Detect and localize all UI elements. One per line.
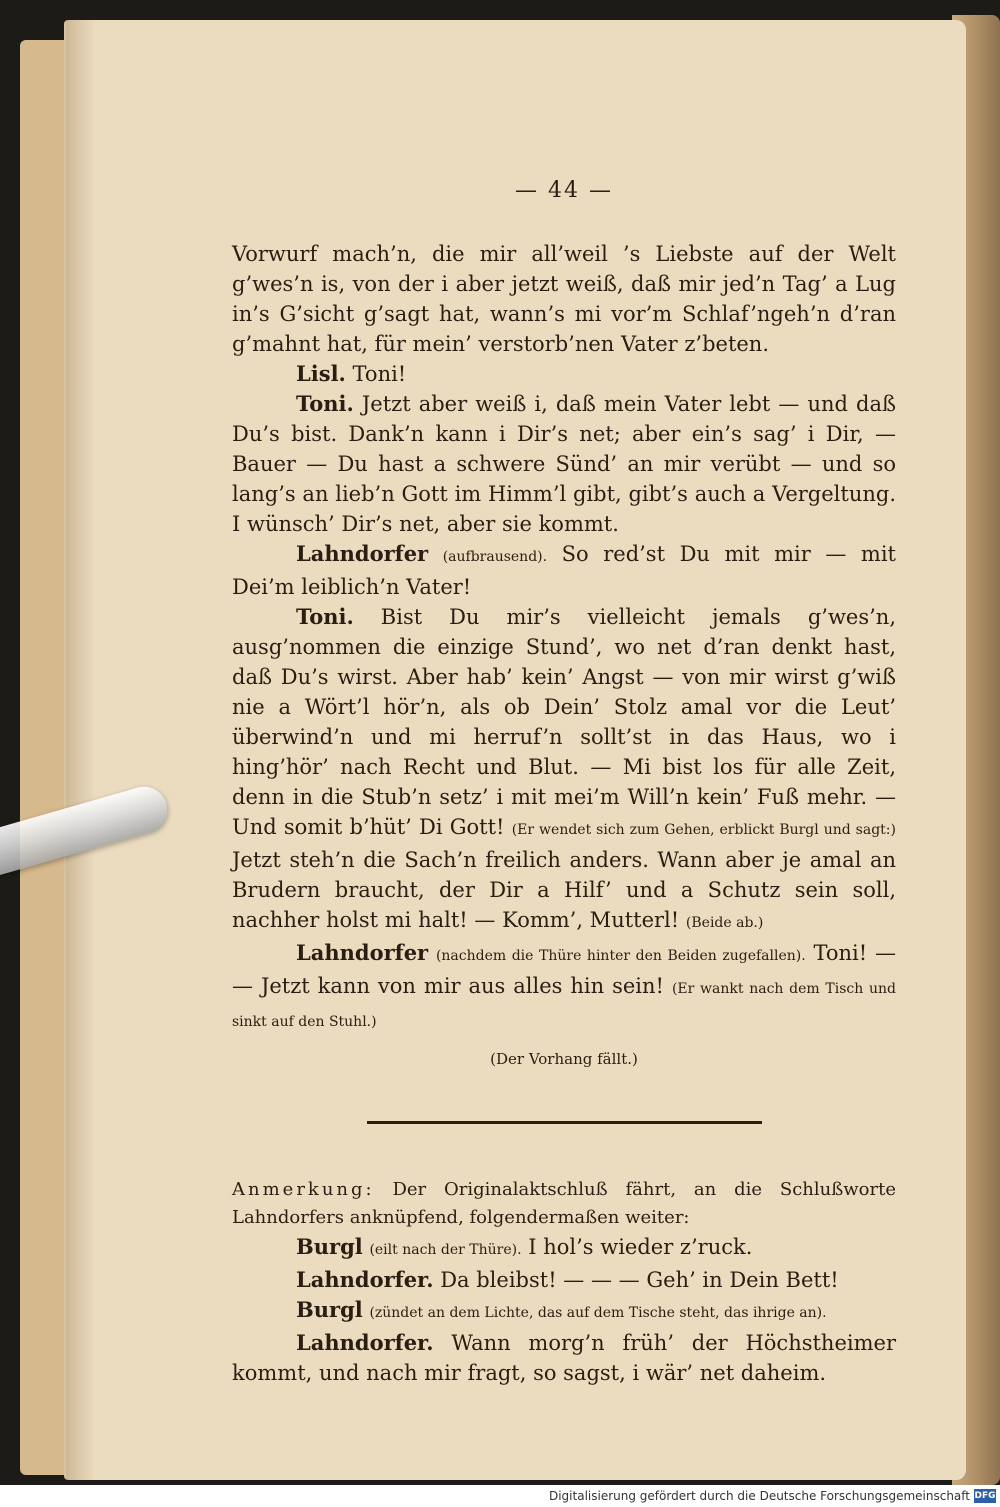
note-dialogue-line <box>232 1265 896 1295</box>
page-number: — 44 — <box>515 178 613 203</box>
speaker-name: Lahndorfer. <box>296 1330 434 1355</box>
dialogue-line <box>232 539 896 602</box>
dialogue-text: Jetzt aber weiß i, daß mein Vater lebt — und daß Du’s bist. Dank’n kann i Dir’s net; aber ein’s sag’ i Dir, — Bauer — Du hast a schwere Sünd’ an mir verübt — und so lang’s an lieb’n Gott im Himm’l gibt, gibt’s auch a Vergeltung. I wünsch’ Dir’s net, aber sie kommt. <box>232 392 896 536</box>
speaker-name: Toni. <box>296 604 354 629</box>
stage-direction: (aufbrausend). <box>442 549 548 565</box>
dialogue-text: Da bleibst! — — — Geh’ in Dein Bett! <box>440 1268 839 1292</box>
dialogue-text: Toni! <box>352 362 407 386</box>
speaker-name: Lahndorfer <box>296 940 429 965</box>
digitization-footer <box>0 1485 1000 1507</box>
dialogue-text: I hol’s wieder z’ruck. <box>528 1235 753 1259</box>
speaker-name: Burgl <box>296 1234 363 1259</box>
note-dialogue-line <box>232 1232 896 1265</box>
stage-direction: (Er wankt nach dem Tisch und sinkt auf den Stuhl.) <box>232 981 896 1030</box>
speaker-name: Toni. <box>296 391 354 416</box>
dialogue-line <box>232 602 896 938</box>
dialogue-text: Bist Du mir’s vielleicht jemals g’wes’n, ausg’nommen die einzige Stund’, wo net d’ran denkt hast, daß Du’s wirst. Aber hab’ kein’ Angst — von mir wirst g’wiß nie a Wört’l hör’n, als ob Dein’ Stolz amal vor die Leut’ überwind’n und mi herruf’n sollt’st in das Haus, wo i hing’hör’ nach Recht und Blut. — Mi bist los für alle Zeit, denn in die Stub’n setz’ i mit mei’m Will’n kein’ Fuß mehr. — Und somit b’hüt’ Di Gott! <box>232 605 896 839</box>
speaker-name: Lahndorfer. <box>296 1267 434 1292</box>
note-intro <box>232 1176 896 1232</box>
dialogue-text: So red’st Du mit mir — mit Dei’m leiblich’n Vater! <box>232 542 896 599</box>
curtain-direction: (Der Vorhang fällt.) <box>490 1050 638 1068</box>
dialogue-text: Wann morg’n früh’ der Höchstheimer kommt, und nach mir fragt, so sagst, i wär’ net daheim. <box>232 1331 896 1385</box>
page-fold-shadow <box>66 20 96 1480</box>
speaker-name: Lahndorfer <box>296 541 429 566</box>
speaker-name: Lisl. <box>296 361 346 386</box>
stage-direction: (Er wendet sich zum Gehen, erblickt Burgl und sagt:) <box>511 822 896 838</box>
dialogue-text: Toni! — — Jetzt kann von mir aus alles hin sein! <box>232 941 896 998</box>
page-text <box>232 178 896 1388</box>
dialogue-line <box>232 938 896 1037</box>
note-dialogue-line <box>232 1328 896 1388</box>
note-label: Anmerkung: <box>232 1179 375 1200</box>
stage-direction: (eilt nach der Thüre). <box>369 1242 522 1258</box>
stage-direction: (nachdem die Thüre hinter den Beiden zugefallen). <box>435 948 806 964</box>
dialogue-line <box>232 389 896 539</box>
speaker-name: Burgl <box>296 1297 363 1322</box>
dfg-logo-icon: DFG <box>974 1491 996 1501</box>
paragraph-continuation: Vorwurf mach’n, die mir all’weil ’s Liebste auf der Welt g’wes’n is, von der i aber jetzt weiß, daß mir jed’n Tag’ a Lug in’s G’sicht g’sagt hat, wann’s mi vor’m Schlaf’ngeh’n d’ran g’mahnt hat, für mein’ verstorb’nen Vater z’beten. <box>232 242 896 356</box>
section-divider <box>367 1121 762 1124</box>
note-dialogue-line <box>232 1295 896 1328</box>
stage-direction: (Beide ab.) <box>685 915 764 931</box>
dialogue-text: Jetzt steh’n die Sach’n freilich anders. Wann aber je amal an Brudern braucht, der Dir a Hilf’ und a Schutz sein soll, nachher holst mi halt! — Komm’, Mutterl! <box>232 848 896 932</box>
stage-direction: (zündet an dem Lichte, das auf dem Tische steht, das ihrige an). <box>369 1305 827 1321</box>
note-intro-text: Der Originalaktschluß fährt, an die Schlußworte Lahndorfers anknüpfend, folgendermaßen weiter: <box>232 1179 896 1228</box>
footer-text: Digitalisierung gefördert durch die Deutsche Forschungsgemeinschaft <box>548 1489 970 1503</box>
dialogue-line <box>232 359 896 389</box>
